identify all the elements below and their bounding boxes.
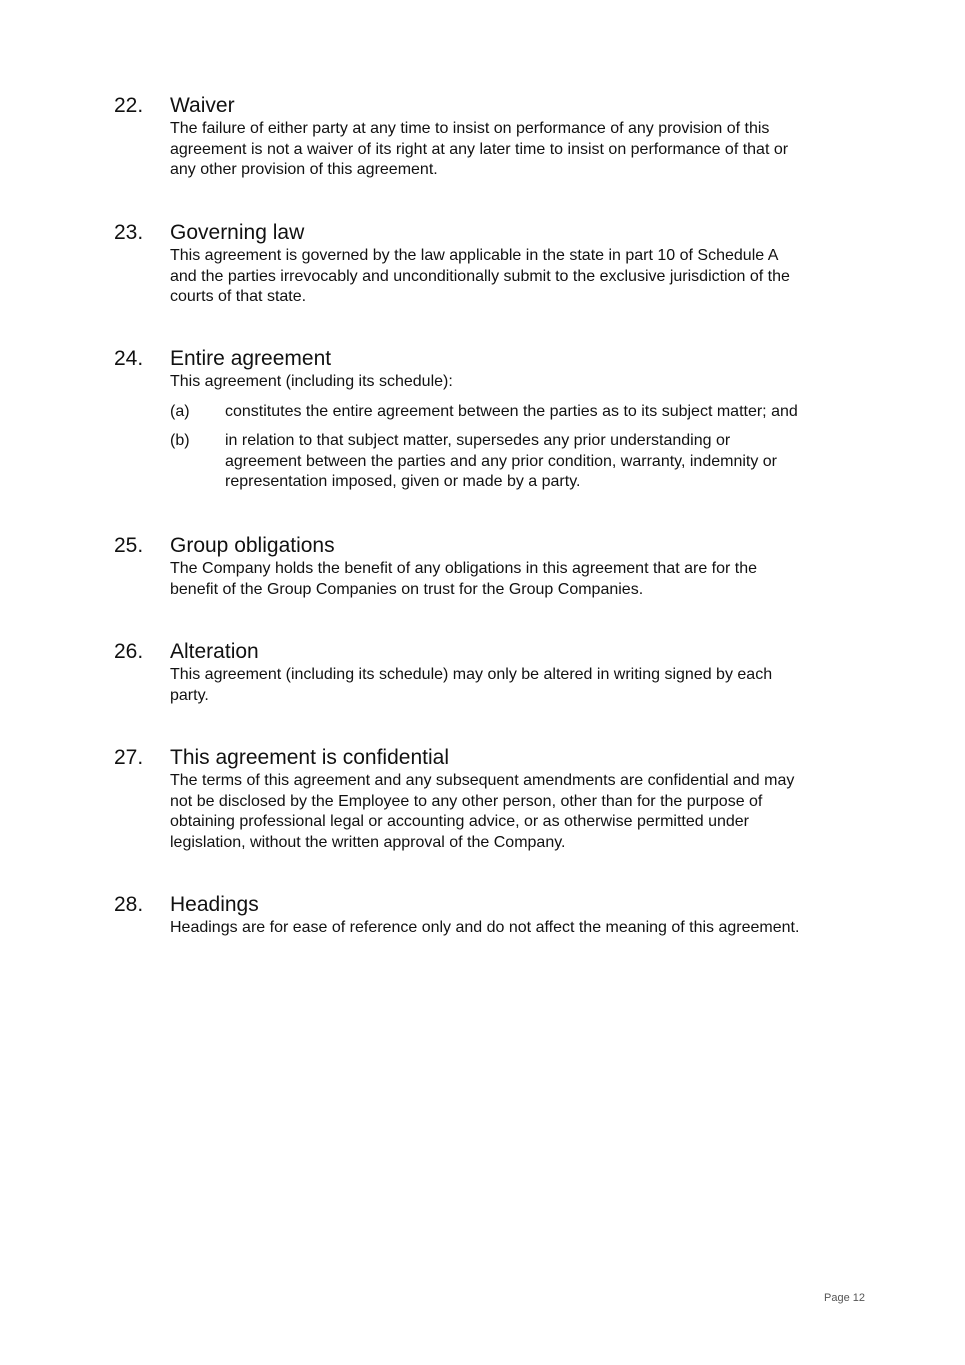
section-heading	[114, 745, 894, 771]
section-title: Group obligations	[170, 534, 335, 557]
list-item-label: (b)	[170, 432, 190, 449]
section-title: Waiver	[170, 94, 235, 117]
section-number: 24.	[114, 347, 144, 370]
section-26-alteration	[114, 639, 894, 706]
list-item-a	[170, 402, 894, 423]
section-number: 28.	[114, 893, 144, 916]
page-number: Page 12	[824, 1292, 865, 1304]
section-number: 27.	[114, 746, 144, 769]
section-title: Governing law	[170, 221, 305, 244]
section-number: 26.	[114, 640, 144, 663]
list-item-b	[170, 431, 894, 493]
section-title: Headings	[170, 893, 259, 916]
list-item-text: constitutes the entire agreement between the parties as to its subject matter; and	[225, 402, 798, 420]
section-25-group-obligations	[114, 533, 894, 600]
section-heading	[114, 533, 894, 559]
section-number: 22.	[114, 94, 144, 117]
section-heading	[114, 639, 894, 665]
section-heading	[114, 220, 894, 246]
section-23-governing-law	[114, 220, 894, 308]
section-body: This agreement is governed by the law applicable in the state in part 10 of Schedule A and the parties irrevocably and unconditionally submit to the exclusive jurisdiction of the courts of that state.	[170, 247, 790, 305]
section-body: The Company holds the benefit of any obligations in this agreement that are for the benefit of the Group Companies on trust for the Group Companies.	[170, 560, 758, 598]
section-heading	[114, 93, 894, 119]
section-body: This agreement (including its schedule):	[170, 373, 453, 390]
section-body: The failure of either party at any time to insist on performance of any provision of this agreement is not a waiver of its right at any later time to insist on performance of that or any other provision of this agreement.	[170, 120, 789, 178]
section-body: Headings are for ease of reference only and do not affect the meaning of this agreement.	[170, 919, 800, 936]
section-title: Entire agreement	[170, 347, 332, 370]
section-title: This agreement is confidential	[170, 746, 449, 769]
section-24-entire-agreement	[114, 346, 894, 493]
section-22-waiver	[114, 93, 894, 181]
section-27-confidential	[114, 745, 894, 853]
section-number: 25.	[114, 534, 144, 557]
section-body: This agreement (including its schedule) may only be altered in writing signed by each party.	[170, 666, 773, 704]
list-item-label: (a)	[170, 402, 190, 420]
list-item-text: in relation to that subject matter, supersedes any prior understanding or agreement between the parties and any prior condition, warranty, indemnity or representation imposed, given or made by a party.	[225, 432, 778, 490]
section-heading	[114, 346, 894, 372]
section-body: The terms of this agreement and any subsequent amendments are confidential and may not be disclosed by the Employee to any other person, other than for the purpose of obtaining professional legal or accounting advice, or as otherwise permitted under legislation, without the written approval of the Company.	[170, 772, 795, 851]
section-number: 23.	[114, 221, 144, 244]
section-title: Alteration	[170, 640, 259, 663]
section-heading	[114, 892, 894, 918]
section-28-headings	[114, 892, 894, 939]
